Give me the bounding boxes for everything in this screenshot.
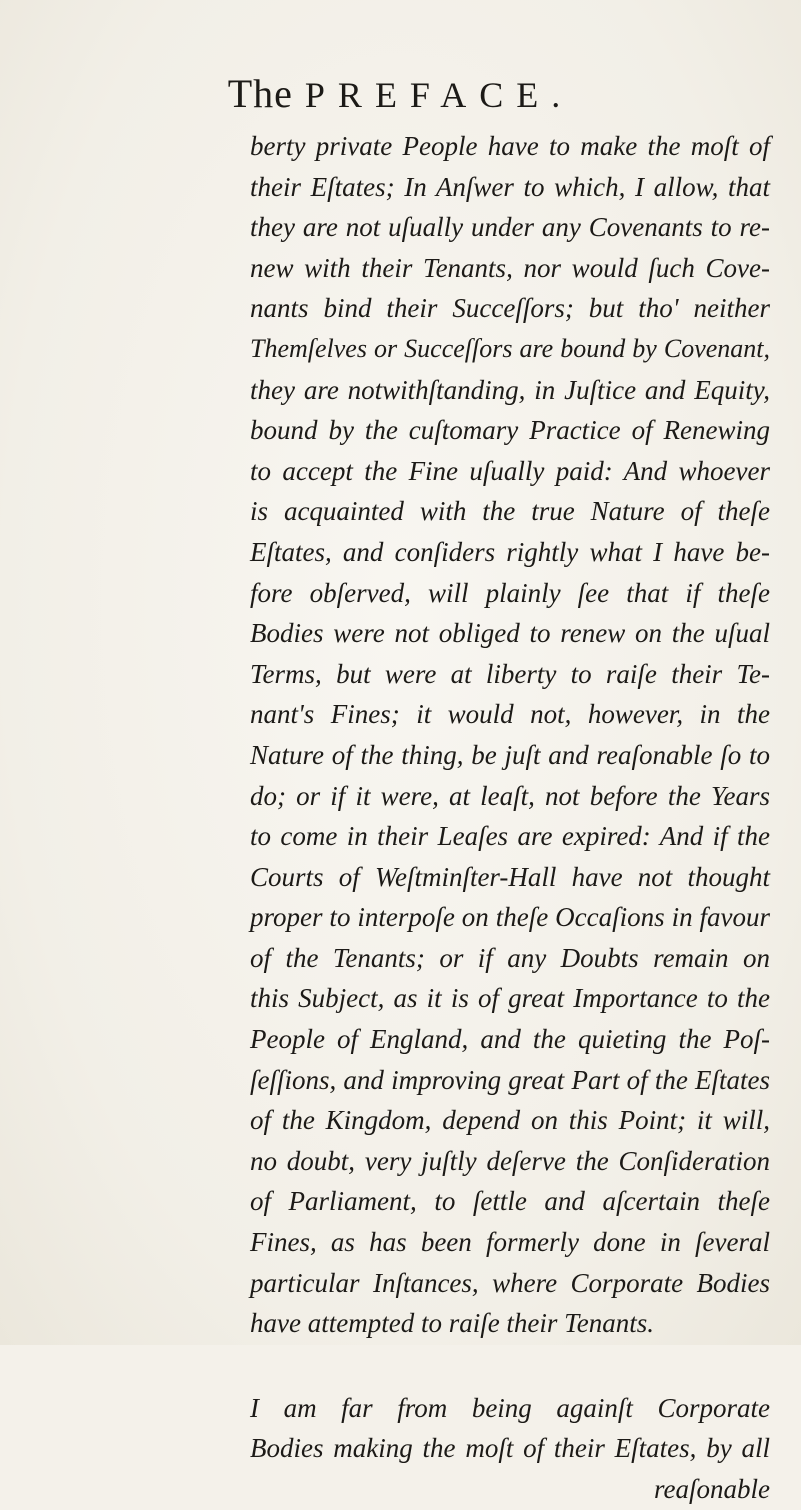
text-line: have attempted to raiſe their Tenants. — [250, 1308, 654, 1339]
text-line: new with their Tenants, nor would ſuch Cove- — [250, 252, 770, 283]
paragraph-2 — [250, 1388, 770, 1510]
text-line: of the Tenants; or if any Doubts remain on — [250, 942, 770, 973]
text-line: proper to interpoſe on theſe Occaſions in favour — [250, 902, 770, 933]
text-line: Courts of Weſtminſter-Hall have not thought — [250, 861, 770, 892]
text-line: nant's Fines; it would not, however, in the — [250, 699, 770, 730]
text-line: of the Kingdom, depend on this Point; it will, — [250, 1105, 770, 1136]
text-line: Bodies making the moſt of their Eſtates, by all — [250, 1433, 770, 1464]
text-line: ſeſſions, and improving great Part of the Eſtates — [250, 1064, 770, 1095]
text-line: Themſelves or Succeſſors are bound by Covenant, — [250, 333, 770, 363]
text-line: particular Inſtances, where Corporate Bodies — [250, 1267, 770, 1298]
text-line: Bodies were not obliged to renew on the uſual — [250, 618, 770, 649]
text-line: this Subject, as it is of great Importance to the — [250, 983, 770, 1014]
text-line: no doubt, very juſtly deſerve the Conſideration — [250, 1145, 770, 1176]
body-text — [250, 126, 770, 1510]
text-line: to come in their Leaſes are expired: And if the — [250, 821, 770, 852]
text-line: berty private People have to make the moſt of — [250, 131, 770, 161]
text-line: to accept the Fine uſually paid: And whoever — [250, 455, 770, 486]
header-preface: PREFACE. — [304, 75, 574, 115]
text-line: Nature of the thing, be juſt and reaſonable ſo to — [250, 739, 770, 770]
text-line: People of England, and the quieting the Poſ- — [250, 1024, 770, 1055]
text-line: fore obſerved, will plainly ſee that if theſe — [250, 577, 770, 608]
text-line: Eſtates, and conſiders rightly what I have be- — [250, 536, 770, 567]
text-line: nants bind their Succeſſors; but tho' neither — [250, 293, 770, 324]
text-line: bound by the cuſtomary Practice of Renewing — [250, 415, 770, 446]
text-line: their Eſtates; In Anſwer to which, I allow, that — [250, 171, 770, 202]
paragraph-gap — [250, 1344, 770, 1388]
text-line: I am far from being againſt Corporate — [250, 1392, 770, 1423]
text-line: they are notwithſtanding, in Juſtice and Equity, — [250, 374, 770, 405]
running-header — [0, 70, 801, 117]
text-line: of Parliament, to ſettle and aſcertain theſe — [250, 1186, 770, 1217]
header-the: The — [227, 71, 293, 116]
text-line: reaſonable — [654, 1474, 770, 1504]
text-line: do; or if it were, at leaſt, not before the Years — [250, 780, 770, 811]
text-line: Terms, but were at liberty to raiſe their Te- — [250, 658, 770, 689]
text-line: is acquainted with the true Nature of theſe — [250, 496, 770, 527]
text-line: Fines, as has been formerly done in ſeveral — [250, 1227, 770, 1258]
paragraph-1 — [250, 126, 770, 1344]
text-line: they are not uſually under any Covenants to re- — [250, 212, 770, 243]
